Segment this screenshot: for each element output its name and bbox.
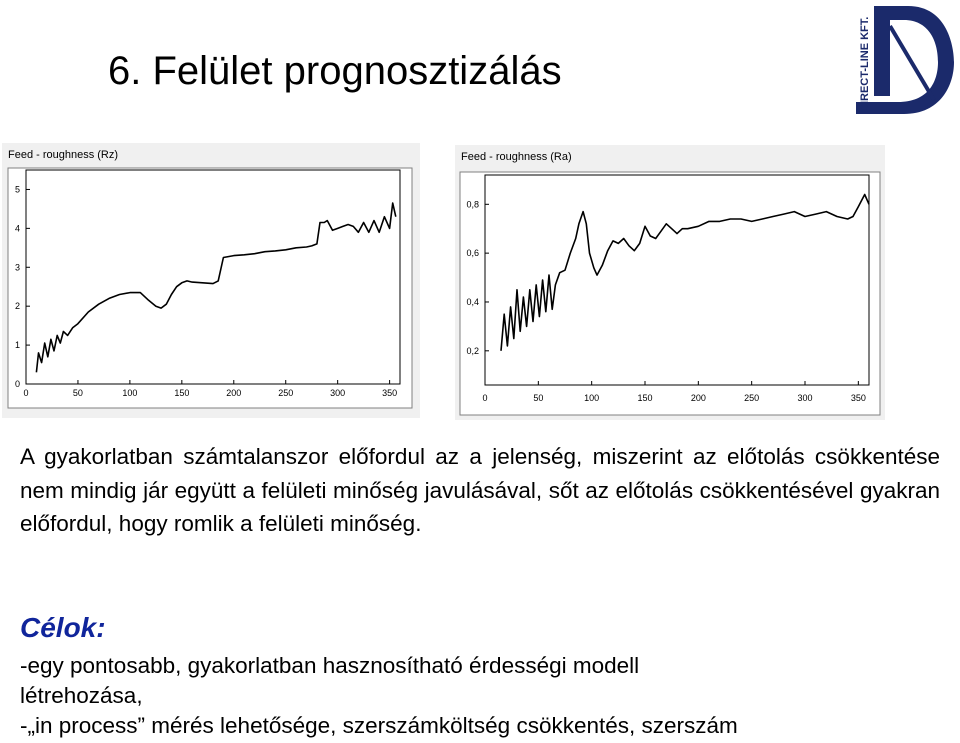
direct-line-logo-icon bbox=[848, 0, 960, 120]
y-tick-label: 5 bbox=[14, 184, 20, 195]
y-tick-label: 1 bbox=[14, 340, 20, 351]
x-tick-label: 100 bbox=[122, 388, 138, 398]
y-tick-label: 4 bbox=[14, 223, 20, 234]
x-tick-label: 100 bbox=[584, 393, 600, 403]
x-tick-label: 0 bbox=[482, 393, 488, 403]
logo-diagonal bbox=[890, 26, 934, 100]
chart-rz-panel bbox=[2, 143, 420, 418]
x-tick-label: 250 bbox=[744, 393, 760, 403]
y-tick-label: 0 bbox=[14, 379, 20, 389]
x-tick-label: 250 bbox=[278, 388, 294, 398]
y-tick-label: 3 bbox=[14, 262, 20, 273]
chart-ra-panel bbox=[455, 145, 885, 420]
chart-ra-title: Feed - roughness (Ra) bbox=[461, 151, 572, 163]
x-tick-label: 200 bbox=[226, 388, 242, 398]
x-tick-label: 0 bbox=[23, 388, 29, 398]
y-tick-label: 0,2 bbox=[466, 345, 479, 356]
chart-ra bbox=[455, 145, 885, 420]
y-tick-label: 0,8 bbox=[466, 199, 479, 210]
logo-text: DIRECT-LINE KFT. bbox=[859, 16, 871, 112]
slide-title: 6. Felület prognosztizálás bbox=[108, 49, 562, 93]
goal-item: -egy pontosabb, gyakorlatban hasznosítható érdességi modell bbox=[20, 653, 640, 678]
x-tick-label: 150 bbox=[637, 393, 653, 403]
y-tick-label: 2 bbox=[14, 301, 20, 312]
x-tick-label: 50 bbox=[533, 393, 544, 403]
plot-area bbox=[26, 170, 400, 384]
goal-item: -„in process” mérés lehetősége, szerszámköltség csökkentés, szerszám bbox=[20, 713, 738, 738]
company-logo bbox=[848, 0, 960, 120]
goal-item: létrehozása, bbox=[20, 683, 143, 708]
chart-rz bbox=[2, 143, 420, 418]
chart-rz-title: Feed - roughness (Rz) bbox=[8, 149, 119, 161]
y-tick-label: 0,6 bbox=[466, 248, 479, 259]
y-tick-label: 0,4 bbox=[466, 296, 479, 307]
x-tick-label: 50 bbox=[72, 388, 83, 398]
body-paragraph: A gyakorlatban számtalanszor előfordul az a jelenség, miszerint az előtolás csökkentése nem mindig jár együtt a felületi minőség javulásával, sőt az előtolás csökkentésével gyakran előfordul, hogy romlik a felületi minőség. bbox=[20, 444, 940, 536]
x-tick-label: 300 bbox=[330, 388, 346, 398]
x-tick-label: 350 bbox=[382, 388, 398, 398]
x-tick-label: 350 bbox=[850, 393, 866, 403]
x-tick-label: 300 bbox=[797, 393, 813, 403]
x-tick-label: 200 bbox=[690, 393, 706, 403]
x-tick-label: 150 bbox=[174, 388, 190, 398]
goals-heading: Célok: bbox=[20, 612, 106, 643]
